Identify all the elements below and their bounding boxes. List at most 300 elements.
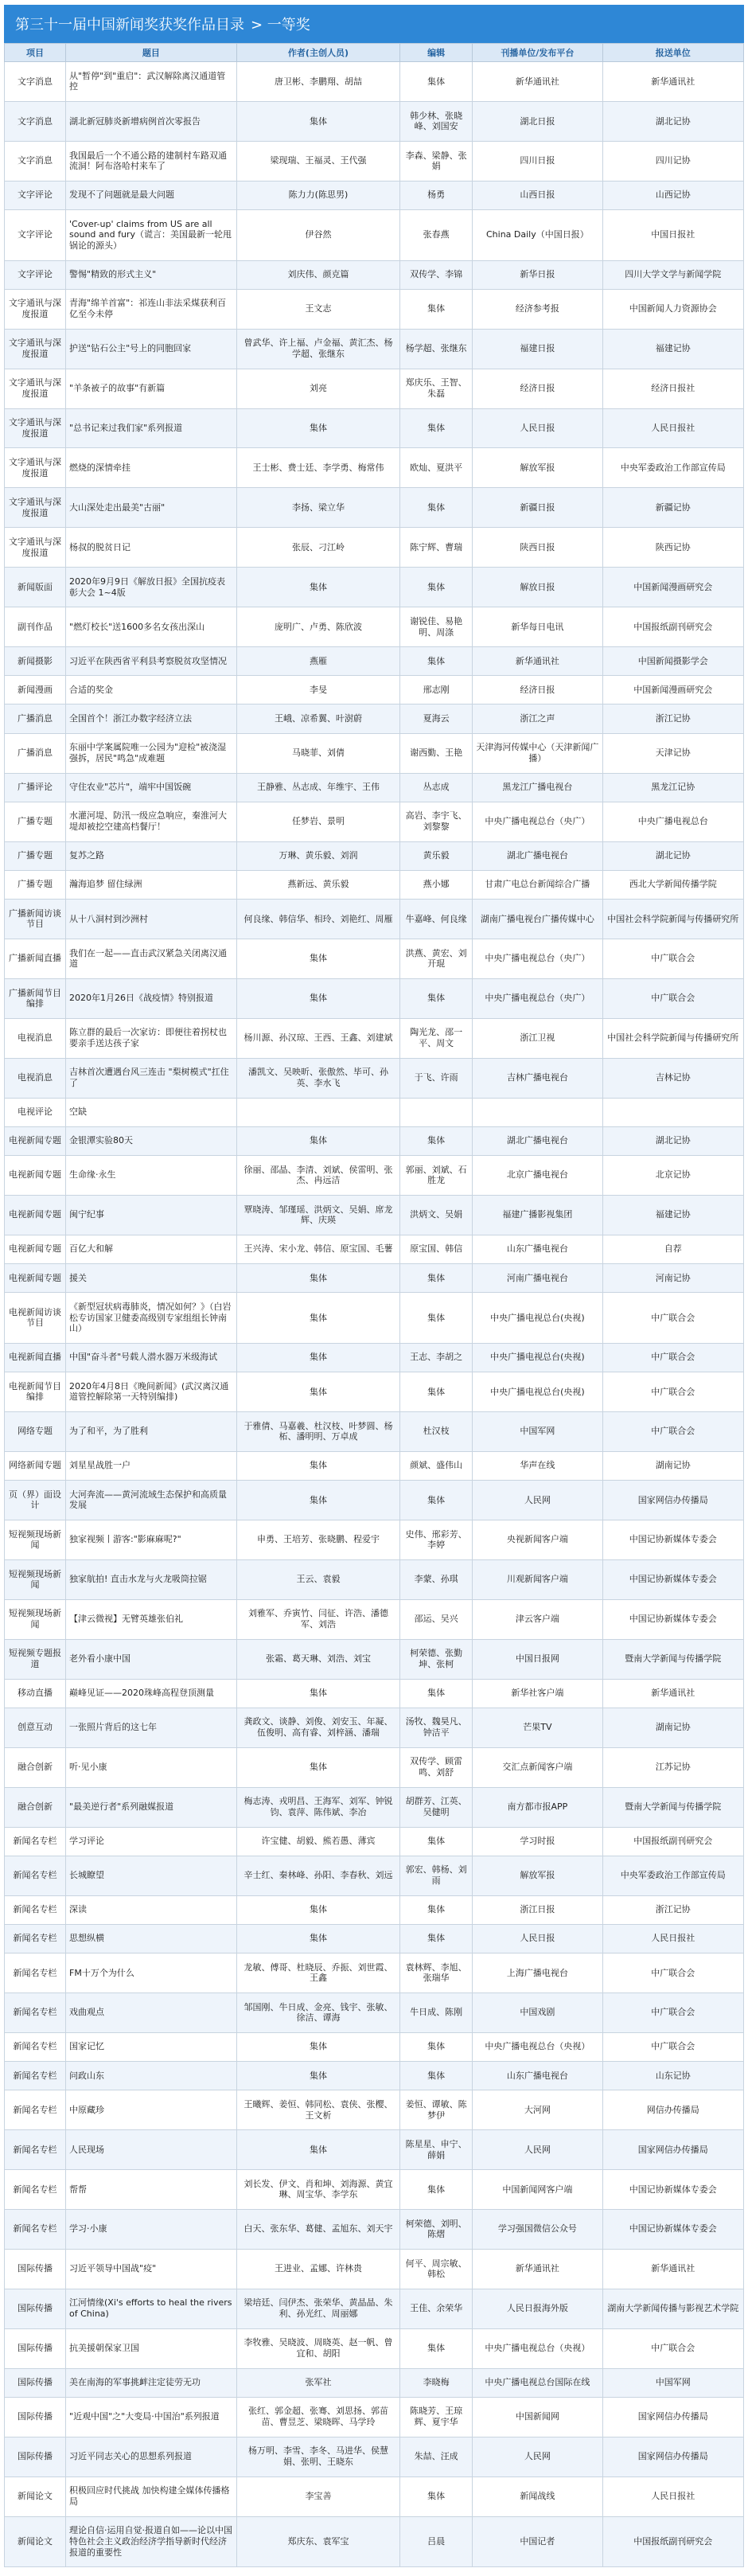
- cell-authors: 陈力力(陈思男): [236, 181, 399, 209]
- cell-authors: 集体: [236, 1480, 399, 1520]
- cell-title[interactable]: 习近平在陕西省平利县考察脱贫攻坚情况: [66, 647, 237, 676]
- cell-title[interactable]: 理论自信·运用自觉·报道自如——论以中国特色社会主义政治经济学指导新时代经济报道的重要性: [66, 2516, 237, 2567]
- cell-authors: 刘长发、伊文、肖和坤、刘海源、黄宜琳、周宝华、李学东: [236, 2169, 399, 2209]
- cell-title[interactable]: 青海"绵羊首富"：祁连山非法采煤获利百亿至今未停: [66, 289, 237, 329]
- cell-category: 新闻名专栏: [5, 2209, 66, 2249]
- cell-category: 新闻名专栏: [5, 2090, 66, 2130]
- cell-publisher: 浙江之声: [473, 704, 602, 733]
- cell-category: 国际传播: [5, 2437, 66, 2476]
- cell-editors: 集体: [400, 647, 473, 676]
- cell-category: 电视新闻专题: [5, 1195, 66, 1235]
- cell-authors: 许宝健、胡毅、熊若愚、薄宾: [236, 1827, 399, 1856]
- cell-publisher: China Daily（中国日报）: [473, 209, 602, 260]
- cell-authors: 于雅倩、马嘉羲、杜汉枝、叶梦圆、杨柘、潘明明、万卓成: [236, 1411, 399, 1451]
- table-row: [5, 2130, 744, 2170]
- cell-submitter: 湖北记协: [602, 101, 743, 141]
- cell-category: 电视新闻专题: [5, 1126, 66, 1155]
- cell-title[interactable]: 杨叔的脱贫日记: [66, 528, 237, 568]
- cell-editors: 欧灿、夏洪平: [400, 448, 473, 488]
- table-row: [5, 528, 744, 568]
- cell-publisher: 川观新闻客户端: [473, 1559, 602, 1599]
- cell-submitter: 中广联合会: [602, 1293, 743, 1344]
- table-row: [5, 1195, 744, 1235]
- cell-title[interactable]: 《新型冠状病毒肺炎，情况如何？》（白岩松专访国家卫健委高级别专家组组长钟南山）: [66, 1293, 237, 1344]
- table-row: [5, 1372, 744, 1411]
- cell-publisher: 中央广播电视总台（央视）: [473, 2032, 602, 2061]
- cell-title[interactable]: 思想纵横: [66, 1924, 237, 1953]
- cell-title[interactable]: 空缺: [66, 1098, 237, 1126]
- table-row: [5, 870, 744, 899]
- cell-editors: 朱喆、汪成: [400, 2437, 473, 2476]
- table-row: [5, 676, 744, 704]
- cell-publisher: 南方都市报APP: [473, 1787, 602, 1827]
- cell-editors: 柯荣德、刘明、陈熠: [400, 2209, 473, 2249]
- cell-authors: 刘雅军、乔寅竹、闫征、许浩、潘德军、刘浩: [236, 1599, 399, 1639]
- cell-authors: 王文志: [236, 289, 399, 329]
- cell-editors: 杜汉枝: [400, 1411, 473, 1451]
- table-row: [5, 1235, 744, 1263]
- cell-editors: 于飞、许雨: [400, 1058, 473, 1098]
- cell-submitter: 中国新闻人力资源协会: [602, 289, 743, 329]
- cell-publisher: 华声在线: [473, 1451, 602, 1480]
- cell-title[interactable]: 东丽中学案属院唯一公园为"迎检"被浇湿强拆，居民"鸣急"成难题: [66, 733, 237, 773]
- cell-publisher: 人民日报: [473, 408, 602, 448]
- cell-editors: 袁林辉、李旭、张瑞华: [400, 1953, 473, 1992]
- cell-submitter: 中广联合会: [602, 1411, 743, 1451]
- table-row: [5, 939, 744, 978]
- table-row: [5, 2061, 744, 2090]
- cell-submitter: 中国社会科学院新闻与传播研究所: [602, 1018, 743, 1058]
- cell-authors: 集体: [236, 2032, 399, 2061]
- cell-authors: [236, 1098, 399, 1126]
- cell-submitter: 中国报纸副刊研究会: [602, 1827, 743, 1856]
- cell-submitter: 国家网信办传播局: [602, 2130, 743, 2170]
- cell-title[interactable]: 金银潭实验80天: [66, 1126, 237, 1155]
- cell-submitter: 陕西记协: [602, 528, 743, 568]
- cell-editors: 集体: [400, 2476, 473, 2516]
- cell-publisher: 解放日报: [473, 568, 602, 607]
- table-row: [5, 488, 744, 528]
- cell-title[interactable]: 学习·小康: [66, 2209, 237, 2249]
- cell-submitter: 网信办传播局: [602, 2090, 743, 2130]
- cell-publisher: 解放军报: [473, 1856, 602, 1895]
- cell-publisher: 四川日报: [473, 141, 602, 181]
- cell-editors: 集体: [400, 289, 473, 329]
- cell-submitter: 新疆记协: [602, 488, 743, 528]
- cell-editors: 郭宏、韩杨、刘雨: [400, 1856, 473, 1895]
- cell-authors: 白天、张东华、葛健、孟旭东、刘天宇: [236, 2209, 399, 2249]
- cell-publisher: 交汇点新闻客户端: [473, 1747, 602, 1787]
- table-row: [5, 1293, 744, 1344]
- cell-authors: 集体: [236, 1451, 399, 1480]
- cell-publisher: 中央广播电视总台（央广）: [473, 802, 602, 841]
- cell-publisher: 人民日报海外版: [473, 2289, 602, 2328]
- cell-title[interactable]: 复苏之路: [66, 841, 237, 870]
- cell-title[interactable]: 水灌河堤、防汛一级应急响应，秦淮河大堤却被挖空建高档餐厅！: [66, 802, 237, 841]
- cell-submitter: 中广联合会: [602, 939, 743, 978]
- cell-publisher: 人民网: [473, 2437, 602, 2476]
- cell-authors: 万琳、黄乐毅、刘润: [236, 841, 399, 870]
- cell-title[interactable]: 江河情缘(Xi's efforts to heal the rivers of China): [66, 2289, 237, 2328]
- cell-publisher: 福建广播影视集团: [473, 1195, 602, 1235]
- table-row: [5, 1411, 744, 1451]
- cell-category: 短视频现场新闻: [5, 1599, 66, 1639]
- table-row: [5, 448, 744, 488]
- cell-editors: 燕小娜: [400, 870, 473, 899]
- cell-title[interactable]: 我国最后一个不通公路的建制村车路双通流洞！阿布洛哈村来车了: [66, 141, 237, 181]
- cell-category: 电视消息: [5, 1018, 66, 1058]
- cell-submitter: 中国新闻漫画研究会: [602, 676, 743, 704]
- cell-authors: 集体: [236, 1263, 399, 1292]
- table-row: [5, 704, 744, 733]
- cell-category: 文字通讯与深度报道: [5, 289, 66, 329]
- cell-title[interactable]: 燃烧的深情牵挂: [66, 448, 237, 488]
- cell-authors: 燕新远、黄乐毅: [236, 870, 399, 899]
- cell-category: 广播消息: [5, 704, 66, 733]
- cell-title[interactable]: "燃灯校长"送1600多名女孩出深山: [66, 607, 237, 647]
- cell-title[interactable]: 陈立群的最后一次家访：即便往着拐杖也要亲手送达孩子家: [66, 1018, 237, 1058]
- cell-publisher: 学习强国微信公众号: [473, 2209, 602, 2249]
- cell-title[interactable]: 问政山东: [66, 2061, 237, 2090]
- table-header-row: [5, 44, 744, 62]
- cell-editors: 集体: [400, 568, 473, 607]
- cell-publisher: 中央广播电视总台国际在线: [473, 2368, 602, 2397]
- table-row: [5, 209, 744, 260]
- cell-category: 短视频现场新闻: [5, 1559, 66, 1599]
- cell-category: 广播专题: [5, 802, 66, 841]
- cell-title[interactable]: 老外看小康中国: [66, 1639, 237, 1679]
- cell-title[interactable]: 全国首个！浙江办数字经济立法: [66, 704, 237, 733]
- cell-submitter: 中广联合会: [602, 2032, 743, 2061]
- cell-title[interactable]: "近观中国"之"大变局·中国治"系列报道: [66, 2397, 237, 2437]
- cell-editors: [400, 1098, 473, 1126]
- cell-authors: 燕雁: [236, 647, 399, 676]
- table-row: [5, 62, 744, 102]
- cell-title[interactable]: 巅峰见证——2020珠峰高程登顶测量: [66, 1679, 237, 1708]
- cell-publisher: 甘肃广电总台新闻综合广播: [473, 870, 602, 899]
- cell-title[interactable]: 一张照片背后的这七年: [66, 1708, 237, 1747]
- cell-title[interactable]: 从十八洞村到沙洲村: [66, 899, 237, 939]
- cell-editors: 集体: [400, 1372, 473, 1411]
- cell-title[interactable]: 中原藏珍: [66, 2090, 237, 2130]
- cell-title[interactable]: "总书记来过我们家"系列报道: [66, 408, 237, 448]
- cell-authors: 刘庆伟、颜克篇: [236, 260, 399, 289]
- cell-authors: 王静雅、丛志成、年维宇、王伟: [236, 773, 399, 802]
- cell-title[interactable]: 抗美援朝保家卫国: [66, 2328, 237, 2368]
- cell-title[interactable]: 深读: [66, 1895, 237, 1924]
- cell-category: 副刊作品: [5, 607, 66, 647]
- cell-category: 页（界）面设计: [5, 1480, 66, 1520]
- cell-title[interactable]: 瀚海追梦 留住绿洲: [66, 870, 237, 899]
- table-row: [5, 1639, 744, 1679]
- cell-title[interactable]: 合适的奖金: [66, 676, 237, 704]
- cell-title[interactable]: 习近平领导中国战"疫": [66, 2249, 237, 2289]
- cell-editors: 集体: [400, 1895, 473, 1924]
- table-row: [5, 2328, 744, 2368]
- table-row: [5, 408, 744, 448]
- cell-editors: 集体: [400, 1126, 473, 1155]
- cell-authors: 王兴涛、宋小龙、韩信、原宝国、毛薯: [236, 1235, 399, 1263]
- cell-category: 国际传播: [5, 2397, 66, 2437]
- cell-title[interactable]: 听·见小康: [66, 1747, 237, 1787]
- cell-title[interactable]: 生命缘·永生: [66, 1155, 237, 1195]
- cell-title[interactable]: 国家记忆: [66, 2032, 237, 2061]
- cell-publisher: 新闻战线: [473, 2476, 602, 2516]
- table-row: [5, 2289, 744, 2328]
- cell-authors: 王曦辉、姜恒、韩同松、袁侠、张樱、王文析: [236, 2090, 399, 2130]
- cell-category: 文字通讯与深度报道: [5, 488, 66, 528]
- cell-authors: 邹国刚、牛日成、金亮、钱宇、张敏、徐洁、谭海: [236, 1992, 399, 2032]
- cell-editors: 牛嘉峰、何良缘: [400, 899, 473, 939]
- cell-title[interactable]: 中国"奋斗者"号载人潜水器万米级海试: [66, 1343, 237, 1372]
- col-header-submitter: 报送单位: [602, 44, 743, 62]
- cell-title[interactable]: 习近平同志关心的思想系列报道: [66, 2437, 237, 2476]
- cell-submitter: 湖南记协: [602, 1708, 743, 1747]
- cell-title[interactable]: 百亿大和解: [66, 1235, 237, 1263]
- cell-category: 国际传播: [5, 2368, 66, 2397]
- cell-publisher: 学习时报: [473, 1827, 602, 1856]
- cell-publisher: 人民网: [473, 2130, 602, 2170]
- cell-category: 文字评论: [5, 260, 66, 289]
- table-row: [5, 2169, 744, 2209]
- cell-title[interactable]: 闽宁纪事: [66, 1195, 237, 1235]
- cell-submitter: 山西记协: [602, 181, 743, 209]
- table-row: [5, 1520, 744, 1559]
- cell-submitter: 湖南大学新闻传播与影视艺术学院: [602, 2289, 743, 2328]
- cell-submitter: 浙江记协: [602, 704, 743, 733]
- table-row: [5, 1679, 744, 1708]
- table-row: [5, 568, 744, 607]
- cell-title[interactable]: 独家航拍! 直击水龙与火龙吸筒拉锯: [66, 1559, 237, 1599]
- cell-title[interactable]: 'Cover-up' claims from US are all sound and fury（谎言：美国最新一轮甩锅论的源头）: [66, 209, 237, 260]
- cell-title[interactable]: 警惕"精致的形式主义": [66, 260, 237, 289]
- cell-submitter: 人民日报社: [602, 1924, 743, 1953]
- cell-authors: 集体: [236, 1747, 399, 1787]
- cell-authors: 李宝善: [236, 2476, 399, 2516]
- cell-category: 新闻名专栏: [5, 1953, 66, 1992]
- cell-publisher: 中国日报网: [473, 1639, 602, 1679]
- cell-publisher: 中央广播电视总台(央视): [473, 1343, 602, 1372]
- cell-editors: 洪燕、黄宏、刘开琨: [400, 939, 473, 978]
- cell-publisher: 津云客户端: [473, 1599, 602, 1639]
- cell-title[interactable]: 吉林首次遭遇台风三连击 "梨树模式"扛住了: [66, 1058, 237, 1098]
- cell-submitter: 黑龙江记协: [602, 773, 743, 802]
- table-row: [5, 1992, 744, 2032]
- cell-submitter: 中国记协新媒体专委会: [602, 1520, 743, 1559]
- cell-authors: 李扬、梁立华: [236, 488, 399, 528]
- cell-submitter: 国家网信办传播局: [602, 2437, 743, 2476]
- cell-publisher: 中国军网: [473, 1411, 602, 1451]
- table-row: [5, 101, 744, 141]
- cell-editors: 颜斌、盛伟山: [400, 1451, 473, 1480]
- cell-publisher: 中国戏剧: [473, 1992, 602, 2032]
- table-row: [5, 607, 744, 647]
- cell-publisher: 福建日报: [473, 329, 602, 369]
- cell-submitter: 山东记协: [602, 2061, 743, 2090]
- cell-authors: 李旻: [236, 676, 399, 704]
- cell-title[interactable]: 大河奔流——黄河流域生态保护和高质量发展: [66, 1480, 237, 1520]
- cell-authors: 张军社: [236, 2368, 399, 2397]
- cell-submitter: 中国军网: [602, 2368, 743, 2397]
- cell-title[interactable]: 学习评论: [66, 1827, 237, 1856]
- cell-category: 创意互动: [5, 1708, 66, 1747]
- cell-category: 广播评论: [5, 773, 66, 802]
- cell-category: 文字通讯与深度报道: [5, 528, 66, 568]
- table-row: [5, 733, 744, 773]
- cell-editors: 杨勇: [400, 181, 473, 209]
- cell-editors: 集体: [400, 488, 473, 528]
- cell-publisher: 经济参考报: [473, 289, 602, 329]
- cell-editors: 集体: [400, 1679, 473, 1708]
- cell-editors: 陶光龙、邵一平、周文: [400, 1018, 473, 1058]
- cell-title[interactable]: 援关: [66, 1263, 237, 1292]
- cell-authors: 马晓菲、刘倩: [236, 733, 399, 773]
- cell-editors: 丛志成: [400, 773, 473, 802]
- cell-submitter: 福建记协: [602, 329, 743, 369]
- cell-category: 文字通讯与深度报道: [5, 408, 66, 448]
- cell-title[interactable]: 帮帮: [66, 2169, 237, 2209]
- cell-authors: 张辰、刁江岭: [236, 528, 399, 568]
- cell-authors: 王峨、凉希翼、叶澍蔚: [236, 704, 399, 733]
- cell-editors: 高岩、李宇飞、刘黎黎: [400, 802, 473, 841]
- cell-title[interactable]: 从"暂停"到"重启"：武汉解除离汉通道管控: [66, 62, 237, 102]
- cell-title[interactable]: "最美逆行者"系列融媒报道: [66, 1787, 237, 1827]
- cell-authors: 集体: [236, 568, 399, 607]
- cell-authors: 集体: [236, 1895, 399, 1924]
- cell-publisher: 天津海河传媒中心（天津新闻广播）: [473, 733, 602, 773]
- cell-submitter: 中国报纸副刊研究会: [602, 2516, 743, 2567]
- table-row: [5, 1599, 744, 1639]
- cell-category: 新闻名专栏: [5, 1827, 66, 1856]
- table-row: [5, 1559, 744, 1599]
- cell-publisher: 浙江日报: [473, 1895, 602, 1924]
- table-row: [5, 1856, 744, 1895]
- cell-editors: 陈星星、申宁、薛娟: [400, 2130, 473, 2170]
- cell-title[interactable]: 戏曲观点: [66, 1992, 237, 2032]
- cell-title[interactable]: 发现不了问题就是最大问题: [66, 181, 237, 209]
- cell-title[interactable]: 湖北新冠肺炎新增病例首次零报告: [66, 101, 237, 141]
- cell-title[interactable]: 美在南海的军事挑衅注定徒劳无功: [66, 2368, 237, 2397]
- cell-editors: 集体: [400, 1263, 473, 1292]
- cell-title[interactable]: 护送"钻石公主"号上的同胞回家: [66, 329, 237, 369]
- cell-publisher: 经济日报: [473, 676, 602, 704]
- cell-editors: 集体: [400, 978, 473, 1018]
- cell-title[interactable]: 积极回应时代挑战 加快构建全媒体传播格局: [66, 2476, 237, 2516]
- table-row: [5, 1343, 744, 1372]
- cell-title[interactable]: 刘星星战胜一户: [66, 1451, 237, 1480]
- cell-title[interactable]: 人民现场: [66, 2130, 237, 2170]
- cell-title[interactable]: 2020年9月9日《解放日报》全国抗疫表彰大会 1~4版: [66, 568, 237, 607]
- cell-publisher: 新华通讯社: [473, 647, 602, 676]
- table-row: [5, 2209, 744, 2249]
- cell-title[interactable]: 2020年4月8日《晚间新闻》(武汉离汉通道管控解除第一天特别编排): [66, 1372, 237, 1411]
- cell-category: 文字通讯与深度报道: [5, 369, 66, 408]
- cell-editors: 双传学、李锦: [400, 260, 473, 289]
- cell-title[interactable]: 【津云微视】无臂英雄张伯礼: [66, 1599, 237, 1639]
- cell-authors: 龙敏、傅哥、杜晓辰、乔振、刘世霞、王鑫: [236, 1953, 399, 1992]
- table-row: [5, 141, 744, 181]
- cell-category: 广播专题: [5, 841, 66, 870]
- cell-category: 新闻名专栏: [5, 2061, 66, 2090]
- cell-title[interactable]: 为了和平，为了胜利: [66, 1411, 237, 1451]
- cell-editors: 原宝国、韩信: [400, 1235, 473, 1263]
- cell-authors: 集体: [236, 1924, 399, 1953]
- page-title-bar: [4, 5, 744, 43]
- cell-editors: 集体: [400, 1293, 473, 1344]
- cell-publisher: 中央广播电视总台（央广）: [473, 939, 602, 978]
- cell-authors: 覃晓涛、邹瑾瑶、洪炳文、吴娟、席龙辉、庆瑛: [236, 1195, 399, 1235]
- cell-publisher: 人民日报: [473, 1924, 602, 1953]
- cell-authors: 集体: [236, 939, 399, 978]
- cell-submitter: 中广联合会: [602, 1992, 743, 2032]
- cell-title[interactable]: 长城瞭望: [66, 1856, 237, 1895]
- table-row: [5, 2437, 744, 2476]
- cell-title[interactable]: FM十万个为什么: [66, 1953, 237, 1992]
- cell-authors: 何良缘、韩信华、相玲、刘艳红、周雁: [236, 899, 399, 939]
- col-header-editors: 编辑: [400, 44, 473, 62]
- cell-authors: 梁培廷、闫伊杰、张荣华、黄晶晶、朱利、孙光红、周丽娜: [236, 2289, 399, 2328]
- cell-editors: 李森、梁静、张娟: [400, 141, 473, 181]
- table-row: [5, 2368, 744, 2397]
- cell-title[interactable]: 2020年1月26日《战疫情》特别报道: [66, 978, 237, 1018]
- cell-editors: 史伟、邢彩芳、李婷: [400, 1520, 473, 1559]
- cell-category: 文字通讯与深度报道: [5, 448, 66, 488]
- cell-editors: 陈晓芳、王琼辉、夏宇华: [400, 2397, 473, 2437]
- cell-submitter: 国家网信办传播局: [602, 2397, 743, 2437]
- cell-publisher: 湖南广播电视台广播传媒中心: [473, 899, 602, 939]
- cell-category: 网络新闻专题: [5, 1451, 66, 1480]
- breadcrumb[interactable]: > 一等奖: [251, 17, 310, 33]
- cell-publisher: 黑龙江广播电视台: [473, 773, 602, 802]
- cell-category: 国际传播: [5, 2328, 66, 2368]
- cell-authors: 任梦岩、景明: [236, 802, 399, 841]
- cell-submitter: 新华通讯社: [602, 62, 743, 102]
- cell-authors: 集体: [236, 408, 399, 448]
- cell-authors: 集体: [236, 2061, 399, 2090]
- table-row: [5, 1480, 744, 1520]
- cell-title[interactable]: 大山深处走出最美"古丽": [66, 488, 237, 528]
- cell-editors: 集体: [400, 1924, 473, 1953]
- page-title: 第三十一届中国新闻奖获奖作品目录: [15, 17, 244, 33]
- table-row: [5, 899, 744, 939]
- cell-category: 新闻名专栏: [5, 2130, 66, 2170]
- cell-editors: 谢西勤、王艳: [400, 733, 473, 773]
- table-row: [5, 289, 744, 329]
- cell-category: 广播新闻直播: [5, 939, 66, 978]
- cell-editors: 集体: [400, 2328, 473, 2368]
- cell-authors: 张霜、葛天琳、刘浩、刘宝: [236, 1639, 399, 1679]
- cell-publisher: 陕西日报: [473, 528, 602, 568]
- cell-title[interactable]: 我们在一起——直击武汉紧急关闭离汉通道: [66, 939, 237, 978]
- cell-title[interactable]: "羊条被子的故事"有新篇: [66, 369, 237, 408]
- cell-category: 新闻版面: [5, 568, 66, 607]
- cell-category: 国际传播: [5, 2289, 66, 2328]
- cell-category: 新闻名专栏: [5, 1895, 66, 1924]
- cell-title[interactable]: 守住农业"芯片"，端牢中国饭碗: [66, 773, 237, 802]
- cell-submitter: 暨南大学新闻与传播学院: [602, 1787, 743, 1827]
- cell-editors: 杨学超、张继东: [400, 329, 473, 369]
- table-row: [5, 841, 744, 870]
- cell-category: 移动直播: [5, 1679, 66, 1708]
- cell-category: 新闻名专栏: [5, 1924, 66, 1953]
- cell-publisher: 河南广播电视台: [473, 1263, 602, 1292]
- cell-category: 文字消息: [5, 101, 66, 141]
- cell-submitter: 江苏记协: [602, 1747, 743, 1787]
- table-row: [5, 1451, 744, 1480]
- cell-title[interactable]: 独家视频丨游客:"影麻麻呢?": [66, 1520, 237, 1559]
- cell-authors: 龚政文、谈静、刘俊、刘安玉、年凝、伍俊明、高有睿、刘梓涵、潘瑞: [236, 1708, 399, 1747]
- cell-submitter: 中央广播电视总台: [602, 802, 743, 841]
